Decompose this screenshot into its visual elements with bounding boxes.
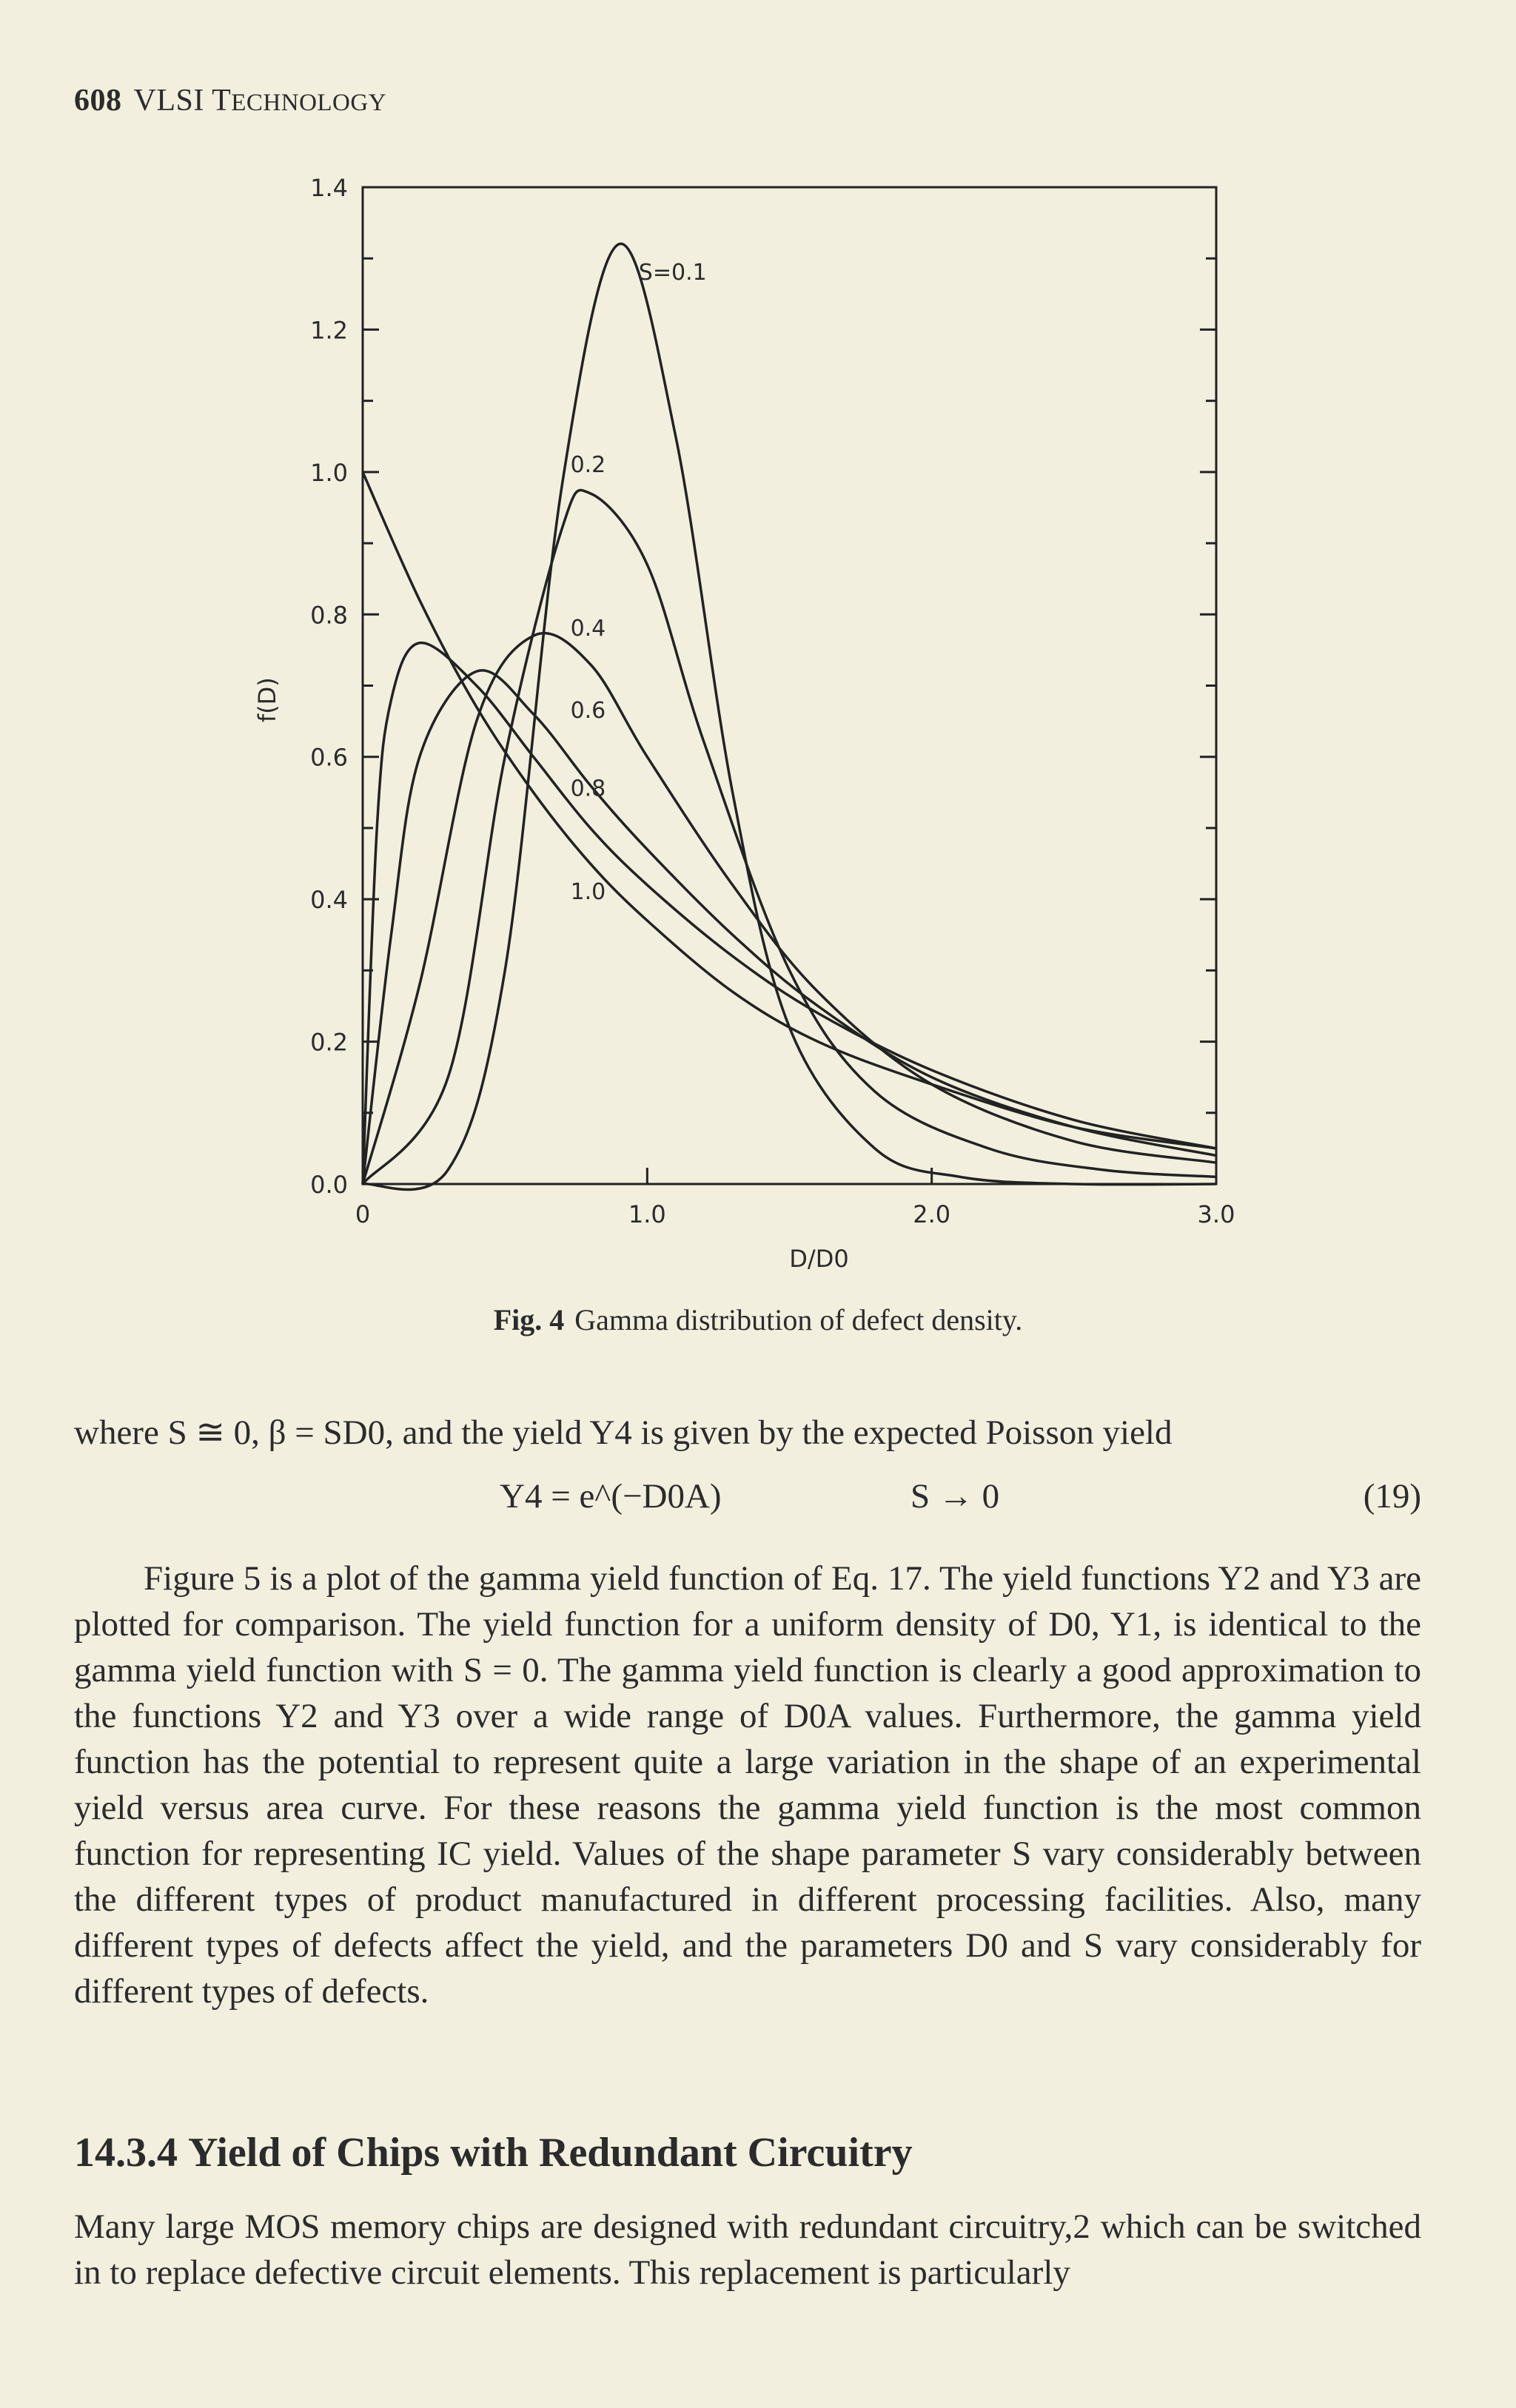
- y-tick-label: 1.4: [310, 174, 348, 202]
- y-tick-label: 0.6: [310, 743, 348, 772]
- y-tick-label: 0.2: [310, 1028, 348, 1057]
- series-label: 0.2: [570, 451, 606, 478]
- y-tick-label: 0.4: [310, 886, 348, 915]
- series-line-1: [363, 490, 1216, 1184]
- series-line-3: [363, 670, 1216, 1184]
- x-tick-label: 0: [355, 1200, 371, 1228]
- y-axis-label: f(D): [253, 677, 281, 723]
- figure-caption: [0, 1302, 1516, 1337]
- section-number: 14.3.4: [74, 2130, 178, 2176]
- y-tick-label: 0.0: [310, 1171, 348, 1199]
- x-tick-label: 2.0: [913, 1200, 951, 1228]
- paragraph-2: Figure 5 is a plot of the gamma yield function of Eq. 17. The yield functions Y2 and Y3 are plotted for comparison. The yield function for a uniform density of D0, Y1, is identical to the gamma yield function with S = 0. The gamma yield function is clearly a good approximation to the functions Y2 and Y3 over a wide range of D0A values. Furthermore, the gamma yield function has the potential to represent quite a large variation in the shape of an experimental yield versus area curve. For these reasons the gamma yield function is the most common function for representing IC yield. Values of the shape parameter S vary considerably between the different types of product manufactured in different processing facilities. Also, many different types of defects affect the yield, and the parameters D0 and S vary considerably for different types of defects.: [74, 1559, 1421, 2011]
- series-line-4: [363, 643, 1216, 1184]
- series-label: 0.8: [570, 776, 606, 802]
- x-tick-label: 3.0: [1197, 1200, 1235, 1228]
- series-label: 1.0: [570, 879, 606, 906]
- series-label: 0.4: [570, 616, 606, 642]
- y-tick-label: 1.0: [310, 458, 348, 487]
- chart-series: [363, 243, 1216, 1189]
- chart-labels: [253, 174, 1235, 1273]
- running-title: VLSI TECHNOLOGY: [133, 84, 387, 118]
- series-line-2: [363, 633, 1216, 1184]
- y-tick-label: 1.2: [310, 316, 348, 345]
- section-heading: [74, 2129, 913, 2176]
- equation-number: (19): [1363, 1477, 1421, 1516]
- x-tick-label: 1.0: [628, 1200, 666, 1228]
- figure-caption-text: Gamma distribution of defect density.: [574, 1303, 1023, 1336]
- equation-19: [74, 1476, 1421, 1528]
- series-label: S=0.1: [638, 260, 707, 286]
- section-title: Yield of Chips with Redundant Circuitry: [188, 2130, 913, 2176]
- equation-lhs: Y4 = e^(−D0A): [500, 1477, 722, 1516]
- equation-condition: S → 0: [910, 1477, 1000, 1516]
- page-number: 608: [74, 84, 122, 118]
- paragraph-3: Many large MOS memory chips are designed with redundant circuitry,2 which can be switched in to replace defective circuit elements. This replacement is particularly: [74, 2207, 1421, 2292]
- series-line-0: [363, 243, 1216, 1189]
- x-axis-label: D/D0: [789, 1245, 849, 1273]
- y-tick-label: 0.8: [310, 601, 348, 630]
- series-label: 0.6: [570, 697, 606, 724]
- paragraph-1: where S ≅ 0, β = SD0, and the yield Y4 is given by the expected Poisson yield: [74, 1413, 1173, 1452]
- figure-label: Fig. 4: [493, 1303, 565, 1336]
